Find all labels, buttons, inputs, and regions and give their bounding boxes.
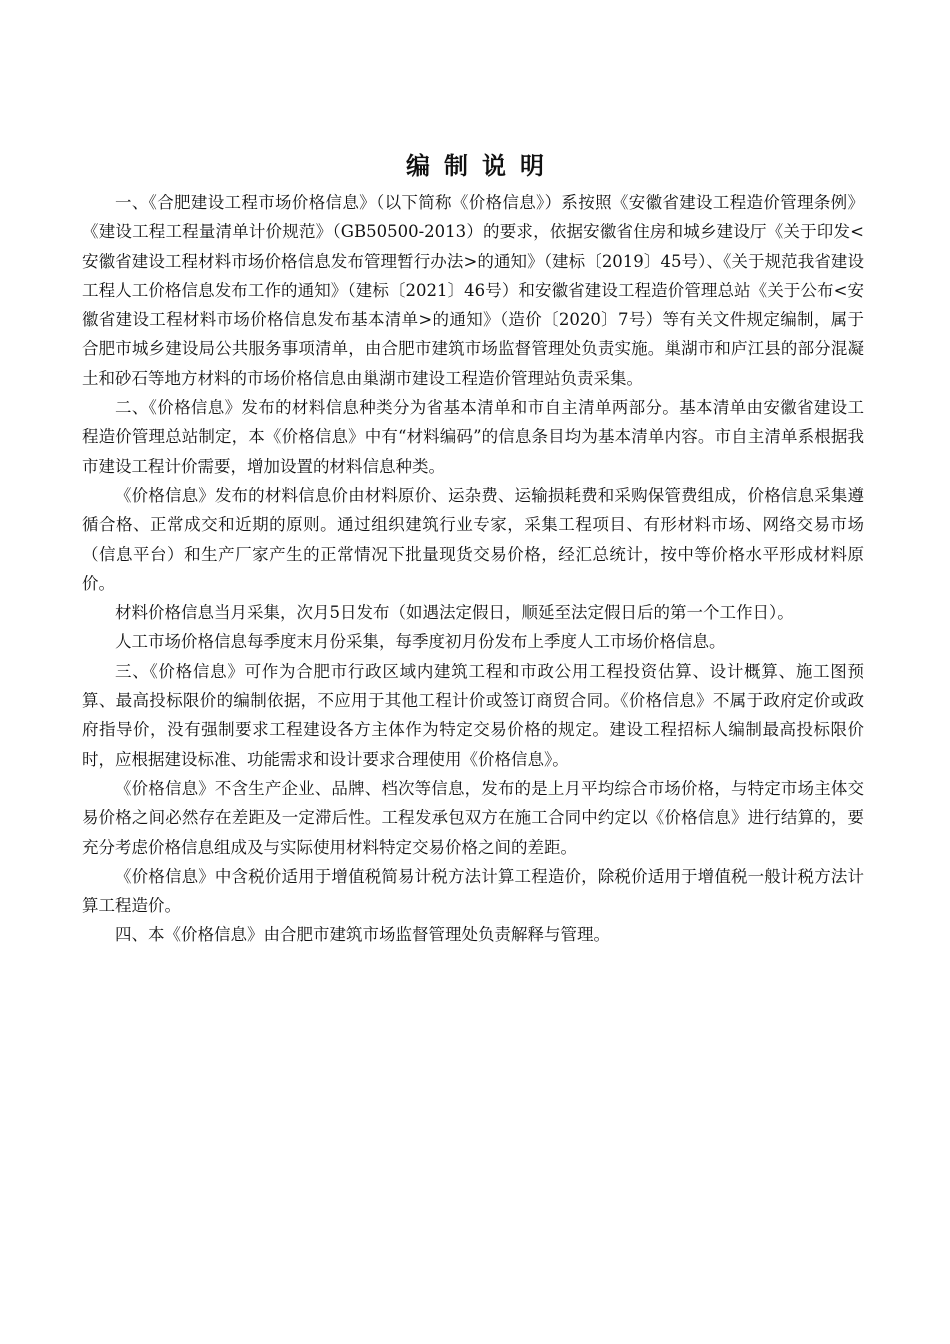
- paragraph-4: 材料价格信息当月采集，次月5日发布（如遇法定假日，顺延至法定假日后的第一个工作日）。: [115, 603, 794, 623]
- paragraph-8: 《价格信息》中含税价适用于增值税简易计税方法计算工程造价，除税价适用于增值税一般计税方法计算工程造价。: [82, 866, 864, 916]
- paragraph-5: 人工市场价格信息每季度末月份采集，每季度初月份发布上季度人工市场价格信息。: [115, 632, 726, 652]
- paragraph-6: 三、《价格信息》可作为合肥市行政区域内建筑工程和市政公用工程投资估算、设计概算、施工图预算、最高投标限价的编制依据，不应用于其他工程计价或签订商贸合同。《价格信息》不属于政府定价或政府指导价，没有强制要求工程建设各方主体作为特定交易价格的规定。建设工程招标人编制最高投标限价时，应根据建设标准、功能需求和设计要求合理使用《价格信息》。: [82, 661, 864, 769]
- paragraph-2: 二、《价格信息》发布的材料信息种类分为省基本清单和市自主清单两部分。基本清单由安徽省建设工程造价管理总站制定，本《价格信息》中有“材料编码”的信息条目均为基本清单内容。市自主清单系根据我市建设工程计价需要，增加设置的材料信息种类。: [82, 398, 864, 476]
- paragraph-1: 一、《合肥建设工程市场价格信息》（以下简称《价格信息》）系按照《安徽省建设工程造价管理条例》《建设工程工程量清单计价规范》（GB50500-2013）的要求，依据安徽省住房和城乡建设厅《关于印发<安徽省建设工程材料市场价格信息发布管理暂行办法>的通知》（建标〔2019〕45号）、《关于规范我省建设工程人工价格信息发布工作的通知》（建标〔2021〕46号）和安徽省建设工程造价管理总站《关于公布<安徽省建设工程材料市场价格信息发布基本清单>的通知》（造价〔2020〕7号）等有关文件规定编制，属于合肥市城乡建设局公共服务事项清单，由合肥市建筑市场监督管理处负责实施。巢湖市和庐江县的部分混凝土和砂石等地方材料的市场价格信息由巢湖市建设工程造价管理站负责采集。: [82, 193, 864, 388]
- paragraph-3: 《价格信息》发布的材料信息价由材料原价、运杂费、运输损耗费和采购保管费组成，价格信息采集遵循合格、正常成交和近期的原则。通过组织建筑行业专家，采集工程项目、有形材料市场、网络交易市场（信息平台）和生产厂家产生的正常情况下批量现货交易价格，经汇总统计，按中等价格水平形成材料原价。: [82, 485, 864, 593]
- paragraph-7: 《价格信息》不含生产企业、品牌、档次等信息，发布的是上月平均综合市场价格，与特定市场主体交易价格之间必然存在差距及一定滞后性。工程发承包双方在施工合同中约定以《价格信息》进行结算的，要充分考虑价格信息组成及与实际使用材料特定交易价格之间的差距。: [82, 778, 864, 857]
- page-title: 编制说明: [406, 152, 558, 180]
- document-body: [82, 188, 864, 950]
- paragraph-9: 四、本《价格信息》由合肥市建筑市场监督管理处负责解释与管理。: [115, 925, 610, 945]
